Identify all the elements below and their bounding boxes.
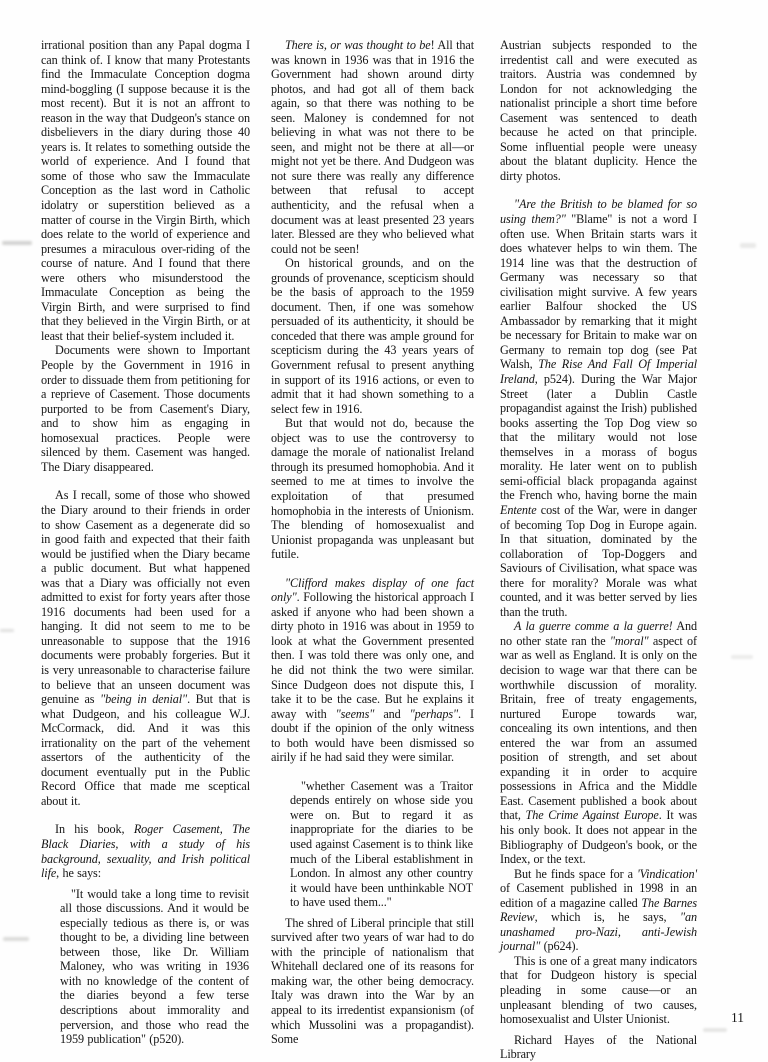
paragraph: Documents were shown to Important People by the Government in 1916 in order to dissuade them from petitioning for a reprieve of Casement. Those documents purported to be from Casement's Diary, and to show him as engaging in homosexual practices. People were silenced by them. Casement was hanged. The Diary disappeared. (41, 343, 250, 474)
text-column (500, 38, 697, 1062)
column-layout (41, 38, 697, 1062)
text-column (41, 38, 250, 1047)
paragraph: But he finds space for a 'Vindication' of Casement published in 1998 in an edition of a magazine called The Barnes Review, which is, he says, "an unashamed pro-Nazi, anti-Jewish journal" (p624). (500, 866, 697, 954)
scan-artifact (731, 655, 753, 659)
paragraph: Austrian subjects responded to the irredentist call and were executed as traitors. Austria was condemned by London for not acknowledging the nationalist principle a short time before Casement was sentenced to death because he acted on that principle. Some influential people were uneasy about the blatant duplicity. Hence the dirty photos. (500, 38, 697, 183)
paragraph: This is one of a great many indicators that for Dudgeon history is special pleading in some cause—or an unpleasant blending of two causes, homosexualist and Ulster Unionist. (500, 953, 697, 1027)
paragraph: irrational position than any Papal dogma I can think of. I know that many Protestants find the Immaculate Conception dogma mind-boggling (I suppose because it is the most recent). But it is not an affront to reason in the way that Dudgeon's stance on disbelievers in the diary during those 40 years is. It relates to something outside the world of experience. And I found that some of those who saw the Immaculate Conception as the last word in Catholic idolatry or superstition believed as a matter of course in the Virgin Birth, which does relate to the world of experience and presumes a miraculous over-riding of the course of nature. And I found that there were others who misunderstood the Immaculate Conception as being the Virgin Birth, and were surprised to find that they believed in the Virgin Birth, or at least that their belief-system included it. (41, 38, 250, 343)
scan-artifact (703, 1028, 727, 1032)
paragraph: "Are the British to be blamed for so using them?" "Blame" is not a word I often use. When Britain starts wars it does whatever helps to win them. The 1914 line was that the destruction of Germany was necessary so that civilisation might survive. A few years earlier Balfour shocked the US Ambassador by remarking that it might be necessary for Britain to make war on Germany to remain top dog (see Pat Walsh, The Rise And Fall Of Imperial Ireland, p524). During the War Major Street (later a Dublin Castle propagandist against the Irish) published books asserting the Top Dog view so that the military would not lose themselves in a morass of bogus morality. He later went on to publish semi-official black propaganda against the French who, having borne the main Entente cost of the War, were in danger of becoming Top Dog in Europe again. In that situation, dominated by the collaboration of Top-Doggers and Saviours of Civilisation, what space was there for morality? Morale was what counted, and it was better served by lies than the truth. (500, 197, 698, 619)
blockquote-paragraph: "whether Casement was a Traitor depends entirely on whose side you were on. But to regard it as inappropriate for the diaries to be used against Casement is to think like much of the Liberal establishment in London. In almost any other country it would have been unthinkable NOT to have used them..." (290, 778, 473, 910)
paragraph: In his book, Roger Casement, The Black Diaries, with a study of his background, sexuality, and Irish political life, he says: (41, 822, 250, 881)
paragraph: There is, or was thought to be! All that was known in 1936 was that in 1916 the Government had shown around dirty photos, and had got all of them back again, so that there was nothing to be seen. Maloney is condemned for not believing in what was not there to be seen, and might not be there at all—or might not yet be there. And Dudgeon was not sure there was really any difference between that refusal to accept authenticity, and the refusal when a document was at least presented 23 years later. Blessed are they who believed what could not be seen! (271, 38, 474, 256)
scan-artifact (3, 937, 29, 941)
scan-artifact (740, 243, 756, 248)
scan-artifact (0, 629, 14, 632)
blockquote-paragraph: "It would take a long time to revisit all those discussions. And it would be especially tedious as there is, or was thought to be, a dividing line between between those, like Dr. William Maloney, who was writing in 1936 with no knowledge of the content of the diaries beyond a few terse descriptions about immorality and perversion, and those who read the 1959 publication" (p520). (60, 886, 249, 1047)
magazine-page (41, 38, 697, 1062)
paragraph: But that would not do, because the object was to use the controversy to damage the morale of nationalist Ireland through its presumed homophobia. And it seemed to me at times to involve the exploitation of that presumed homophobia in the interests of Unionism. The blending of homosexualist and Unionist propaganda was unpleasant but futile. (271, 416, 474, 562)
scan-artifact (2, 241, 32, 245)
paragraph: A la guerre comme a la guerre! And no other state ran the "moral" aspect of war as well as England. It is only on the decision to wage war that there can be worthwhile discussion of morality. Britain, free of treaty engagements, nurtured Europe towards war, concealing its own intentions, and then entered the war from an assumed position of strength, and set about expanding it in order to acquire possessions in Africa and the Middle East. Casement published a book about that, The Crime Against Europe. It was his only book. It does not appear in the Bibliography of Dudgeon's book, or the Index, or the text. (500, 619, 698, 867)
paragraph: "Clifford makes display of one fact only". Following the historical approach I asked if anyone who had been shown a dirty photo in 1916 was about in 1959 to look at what the Government presented then. I was told there was only one, and he did not think the two were similar. Since Dudgeon does not dispute this, I take it to be the case. But he explains it away with "seems" and "perhaps". I doubt if the opinion of the only witness to both would have been dismissed so airily if he had said they were similar. (271, 575, 474, 765)
text-column (271, 38, 474, 1047)
article-author: Richard Hayes of the National Library (500, 1032, 697, 1062)
paragraph: On historical grounds, and on the grounds of provenance, scepticism should be the basis of approach to the 1959 document. Then, if one was somehow persuaded of its authenticity, it should be conceded that there was ample ground for scepticism during the 43 years years of Government refusal to present anything in support of its 1916 actions, or even to admit that it had shown something to a select few in 1916. (271, 256, 474, 416)
page-number: 11 (731, 1010, 744, 1025)
paragraph: The shred of Liberal principle that still survived after two years of war had to do with the principle of nationalism that Whitehall declared one of its reasons for making war, the other being democracy. Italy was drawn into the War by an appeal to its irredentist expansionism (of which Mussolini was a propagandist). Some (271, 915, 474, 1047)
paragraph: As I recall, some of those who showed the Diary around to their friends in order to show Casement as a degenerate did so in good faith and expected that their faith would be justified when the Diary became a public document. But what happened was that a Diary was officially not even admitted to exist for forty years after those 1916 documents had been used for a hanging. It did not seem to me to be unreasonable to suppose that the 1916 documents were probably forgeries. But it is very unreasonable to characterise failure to believe that an unseen document was genuine as "being in denial". But that is what Dudgeon, and his colleague W.J. McCormack, did. And it was this irrationality on the part of the vehement assertors of the authenticity of the document eventually put in the Public Record Office that made me sceptical about it. (41, 488, 250, 808)
